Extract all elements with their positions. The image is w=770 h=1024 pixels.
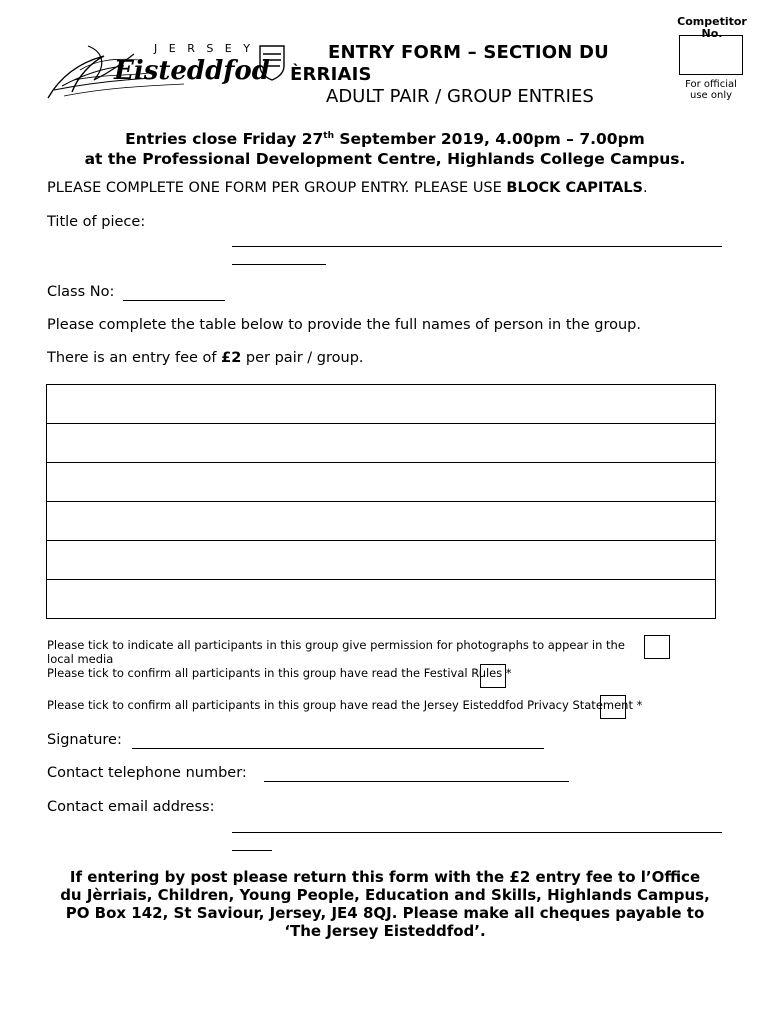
- competitor-label-line2: No.: [701, 27, 723, 40]
- footer-line1: If entering by post please return this form with the £2 entry fee to l’Office: [69, 868, 701, 886]
- official-note-line1: For official: [685, 79, 737, 90]
- table-row: [47, 502, 716, 541]
- competitor-label-line1: Competitor: [677, 15, 747, 28]
- participant-name-cell[interactable]: [47, 541, 716, 580]
- signature-label: Signature:: [47, 732, 122, 748]
- festival-rules-statement: Please tick to confirm all participants in this group have read the Festival Rules *: [47, 666, 512, 680]
- photo-permission-line2: local media: [47, 652, 114, 666]
- closing-line1: Entries close Friday 27th September 2019, 4.00pm – 7.00pm: [125, 130, 645, 149]
- closing-line2: at the Professional Development Centre, Highlands College Campus.: [84, 150, 686, 169]
- photo-permission-statement: [47, 638, 625, 666]
- form-title-line1: ENTRY FORM – SECTION DU: [328, 42, 609, 63]
- official-use-note: [680, 79, 742, 101]
- email-label: Contact email address:: [47, 799, 215, 815]
- participant-name-cell[interactable]: [47, 580, 716, 619]
- email-field-continued[interactable]: [232, 850, 272, 851]
- privacy-statement: Please tick to confirm all participants in this group have read the Jersey Eisteddfod Privacy Statement *: [47, 698, 643, 712]
- phone-label: Contact telephone number:: [47, 765, 247, 781]
- privacy-checkbox[interactable]: [600, 695, 626, 719]
- form-subtitle: ADULT PAIR / GROUP ENTRIES: [326, 86, 594, 107]
- festival-rules-checkbox[interactable]: [480, 664, 506, 688]
- footer-line4: ‘The Jersey Eisteddfod’.: [284, 922, 486, 940]
- email-field[interactable]: [232, 832, 722, 833]
- photo-permission-checkbox[interactable]: [644, 635, 670, 659]
- phone-field[interactable]: [264, 781, 569, 782]
- footer-line3: PO Box 142, St Saviour, Jersey, JE4 8QJ. Please make all cheques payable to: [65, 904, 705, 922]
- competitor-number-box[interactable]: [679, 35, 743, 75]
- signature-field[interactable]: [132, 748, 544, 749]
- title-of-piece-field-continued[interactable]: [232, 264, 326, 265]
- table-row: [47, 424, 716, 463]
- logo-jersey-text: J E R S E Y: [154, 42, 254, 55]
- participant-name-cell[interactable]: [47, 463, 716, 502]
- entry-fee-note: There is an entry fee of £2 per pair / group.: [47, 350, 364, 366]
- title-of-piece-label: Title of piece:: [47, 214, 146, 230]
- class-number-label: Class No:: [47, 284, 115, 300]
- footer-line2: du Jèrriais, Children, Young People, Education and Skills, Highlands Campus,: [60, 886, 710, 904]
- block-capitals-instruction: PLEASE COMPLETE ONE FORM PER GROUP ENTRY. PLEASE USE BLOCK CAPITALS.: [47, 180, 648, 196]
- participant-name-cell[interactable]: [47, 424, 716, 463]
- table-row: [47, 463, 716, 502]
- title-of-piece-field[interactable]: [232, 246, 722, 247]
- form-title-line2: ÈRRIAIS: [290, 64, 372, 85]
- class-number-field[interactable]: [123, 300, 225, 301]
- table-row: [47, 580, 716, 619]
- jersey-eisteddfod-logo: [44, 40, 296, 104]
- photo-permission-line1: Please tick to indicate all participants in this group give permission for photographs to appear in the: [47, 638, 625, 652]
- table-row: [47, 541, 716, 580]
- closing-notice: [30, 126, 740, 169]
- participant-name-cell[interactable]: [47, 502, 716, 541]
- table-row: [47, 385, 716, 424]
- postal-instructions: [40, 868, 730, 940]
- logo-name: Eisteddfod: [114, 56, 270, 86]
- table-instruction: Please complete the table below to provide the full names of person in the group.: [47, 317, 641, 333]
- official-note-line2: use only: [689, 90, 733, 101]
- participant-name-cell[interactable]: [47, 385, 716, 424]
- participant-names-table: [46, 384, 716, 619]
